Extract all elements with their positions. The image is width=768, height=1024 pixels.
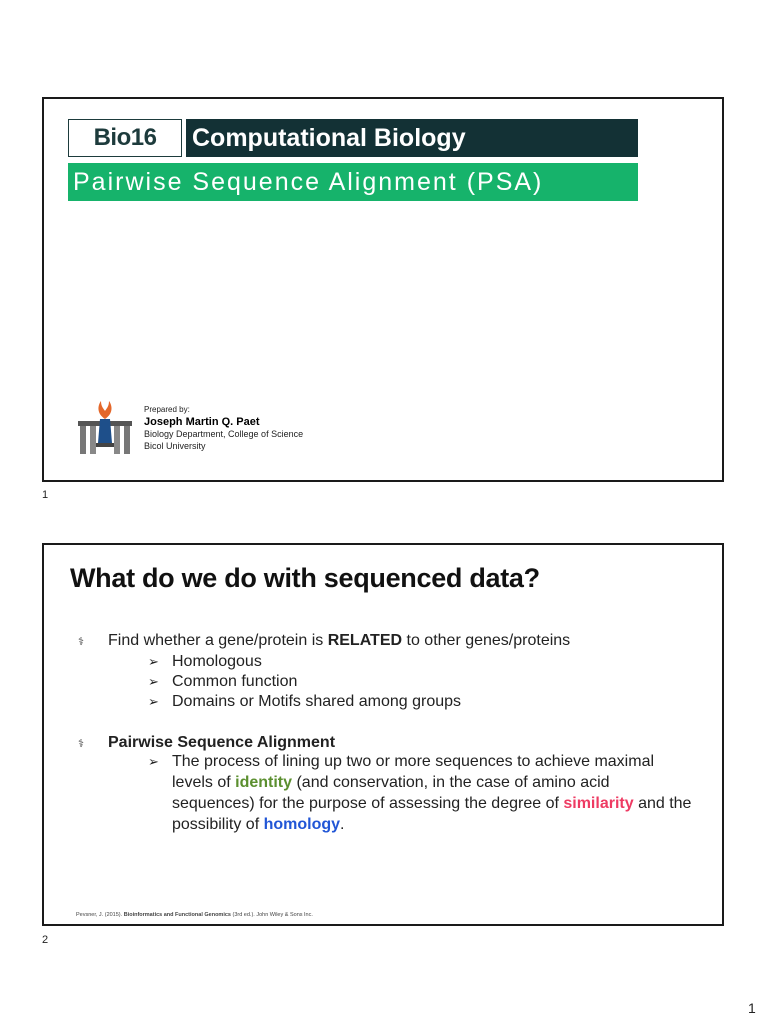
course-title: Computational Biology [186,119,638,157]
sub-item-label: Homologous [172,653,262,670]
bullet-psa [78,734,335,752]
slide-number-1: 1 [42,489,49,501]
bullet-prefix: Find whether a gene/protein is [108,632,328,649]
slide-title: What do we do with sequenced data? [70,563,540,593]
course-code: Bio16 [68,119,182,157]
psa-definition [172,751,692,835]
citation-author: Pevsner, J. (2015). [76,912,124,918]
definition-text: and the possibility of [172,795,692,833]
sub-item-label: Domains or Motifs shared among groups [172,693,462,710]
definition-text: (and conservation, in the case of amino acid sequences) for the purpose of assessing the degree of [172,774,610,812]
sub-item [148,693,461,711]
definition-text: The process of lining up two or more sequences to achieve maximal levels of [172,753,655,791]
page-number: 1 [748,1000,756,1016]
citation-book: Bioinformatics and Functional Genomics [123,912,231,918]
arrow-bullet-icon: ➢ [148,694,159,709]
university-logo-icon [76,399,134,457]
sub-item [148,653,262,671]
slide-1 [42,97,724,482]
department: Biology Department, College of Science [144,429,304,439]
arrow-bullet-icon: ➢ [148,654,159,669]
homology-term: homology [263,816,341,833]
topic-title: Pairwise Sequence Alignment (PSA) [68,163,638,201]
sub-item-label: Common function [172,673,298,690]
dna-bullet-icon: ⚕ [78,635,84,648]
author-name: Joseph Martin Q. Paet [144,416,260,428]
bullet-suffix: to other genes/proteins [402,632,571,649]
university: Bicol University [144,441,206,451]
arrow-bullet-icon: ➢ [148,754,159,769]
prepared-by-label: Prepared by: [144,405,190,414]
arrow-bullet-icon: ➢ [148,674,159,689]
slide-2 [42,543,724,926]
citation-details: (3rd ed.). John Wiley & Sons Inc. [230,912,313,918]
citation [76,912,313,918]
similarity-term: similarity [563,795,634,812]
psa-heading: Pairwise Sequence Alignment [108,734,336,751]
related-emphasis: RELATED [327,632,403,649]
bullet-related [78,632,570,650]
definition-text: . [340,816,345,833]
dna-bullet-icon: ⚕ [78,737,84,750]
bullet-text [108,632,570,650]
identity-term: identity [235,774,293,791]
author-block [144,404,303,452]
slide-number-2: 2 [42,934,49,946]
sub-item [148,673,297,691]
